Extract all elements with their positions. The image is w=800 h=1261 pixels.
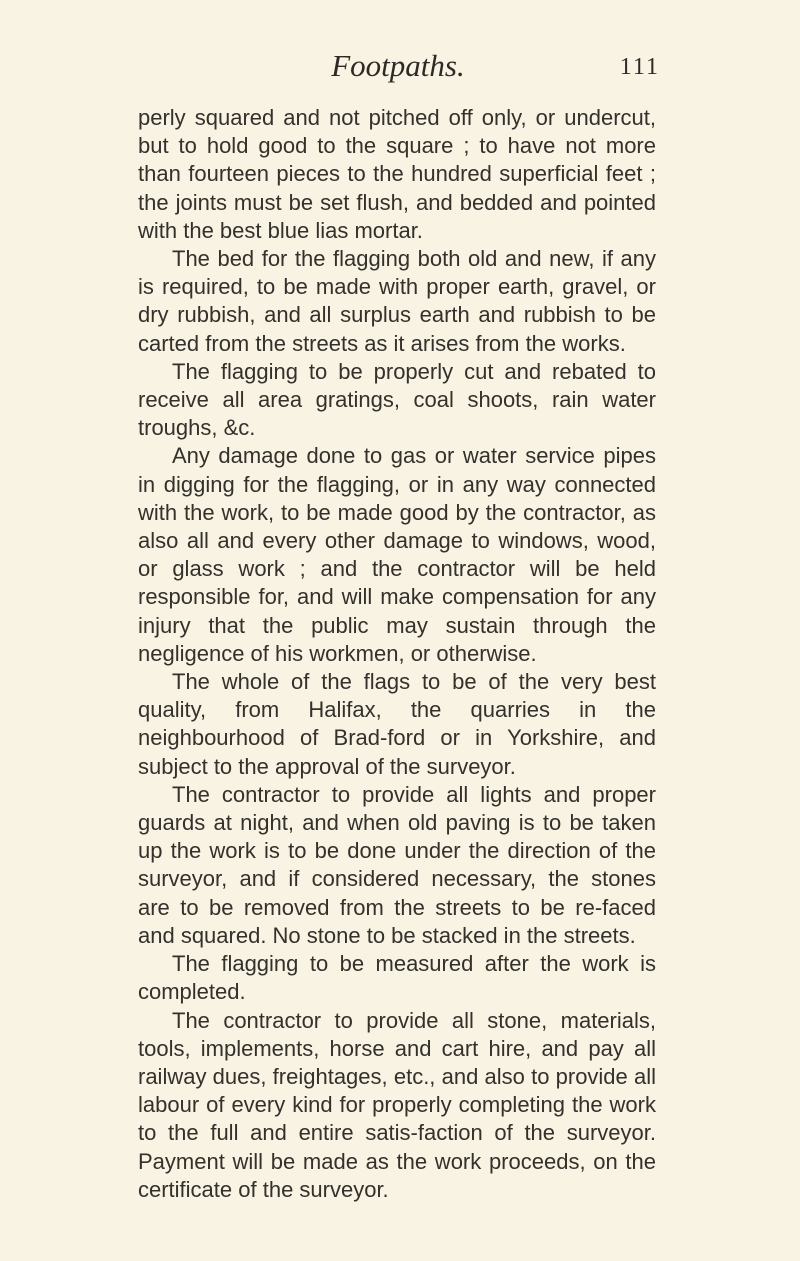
page-number: 111 <box>619 54 660 80</box>
paragraph-continuation: perly squared and not pitched off only, or undercut, but to hold good to the square ; to have not more than fourteen pieces to the hundred superficial feet ; the joints must be set flush, and bedded and pointed with the best blue lias mortar. <box>138 105 656 243</box>
running-head <box>138 46 658 86</box>
running-title: Footpaths. <box>331 48 465 83</box>
paragraph-flagging-bed: The bed for the flagging both old and new, if any is required, to be made with proper earth, gravel, or dry rubbish, and all surplus earth and rubbish to be carted from the streets as it arises from the works. <box>138 246 656 356</box>
paragraph-measurement: The flagging to be measured after the work is completed. <box>138 951 656 1005</box>
paragraph-flag-quality: The whole of the flags to be of the very best quality, from Halifax, the quarries in the neighbourhood of Brad-ford or in Yorkshire, and subject to the approval of the surveyor. <box>138 669 656 779</box>
paragraph-flagging-cut: The flagging to be properly cut and rebated to receive all area gratings, coal shoots, rain water troughs, &c. <box>138 358 656 441</box>
paragraph-materials: The contractor to provide all stone, materials, tools, implements, horse and cart hire, and pay all railway dues, freightages, etc., and also to provide all labour of every kind for properly completing the work to the full and entire satis-faction of the surveyor. Payment will be made as the work proceeds, on the certificate of the surveyor. <box>138 1007 656 1202</box>
body-text <box>138 104 656 1204</box>
paragraph-damage: Any damage done to gas or water service pipes in digging for the flagging, or in any way connected with the work, to be made good by the contractor, as also all and every other damage to windows, wood, or glass work ; and the contractor will be held responsible for, and will make compensation for any injury that the public may sustain through the negligence of his workmen, or otherwise. <box>138 443 656 666</box>
paragraph-lights-guards: The contractor to provide all lights and proper guards at night, and when old paving is to be taken up the work is to be done under the direction of the surveyor, and if considered necessary, the stones are to be removed from the streets to be re-faced and squared. No stone to be stacked in the streets. <box>138 781 656 948</box>
